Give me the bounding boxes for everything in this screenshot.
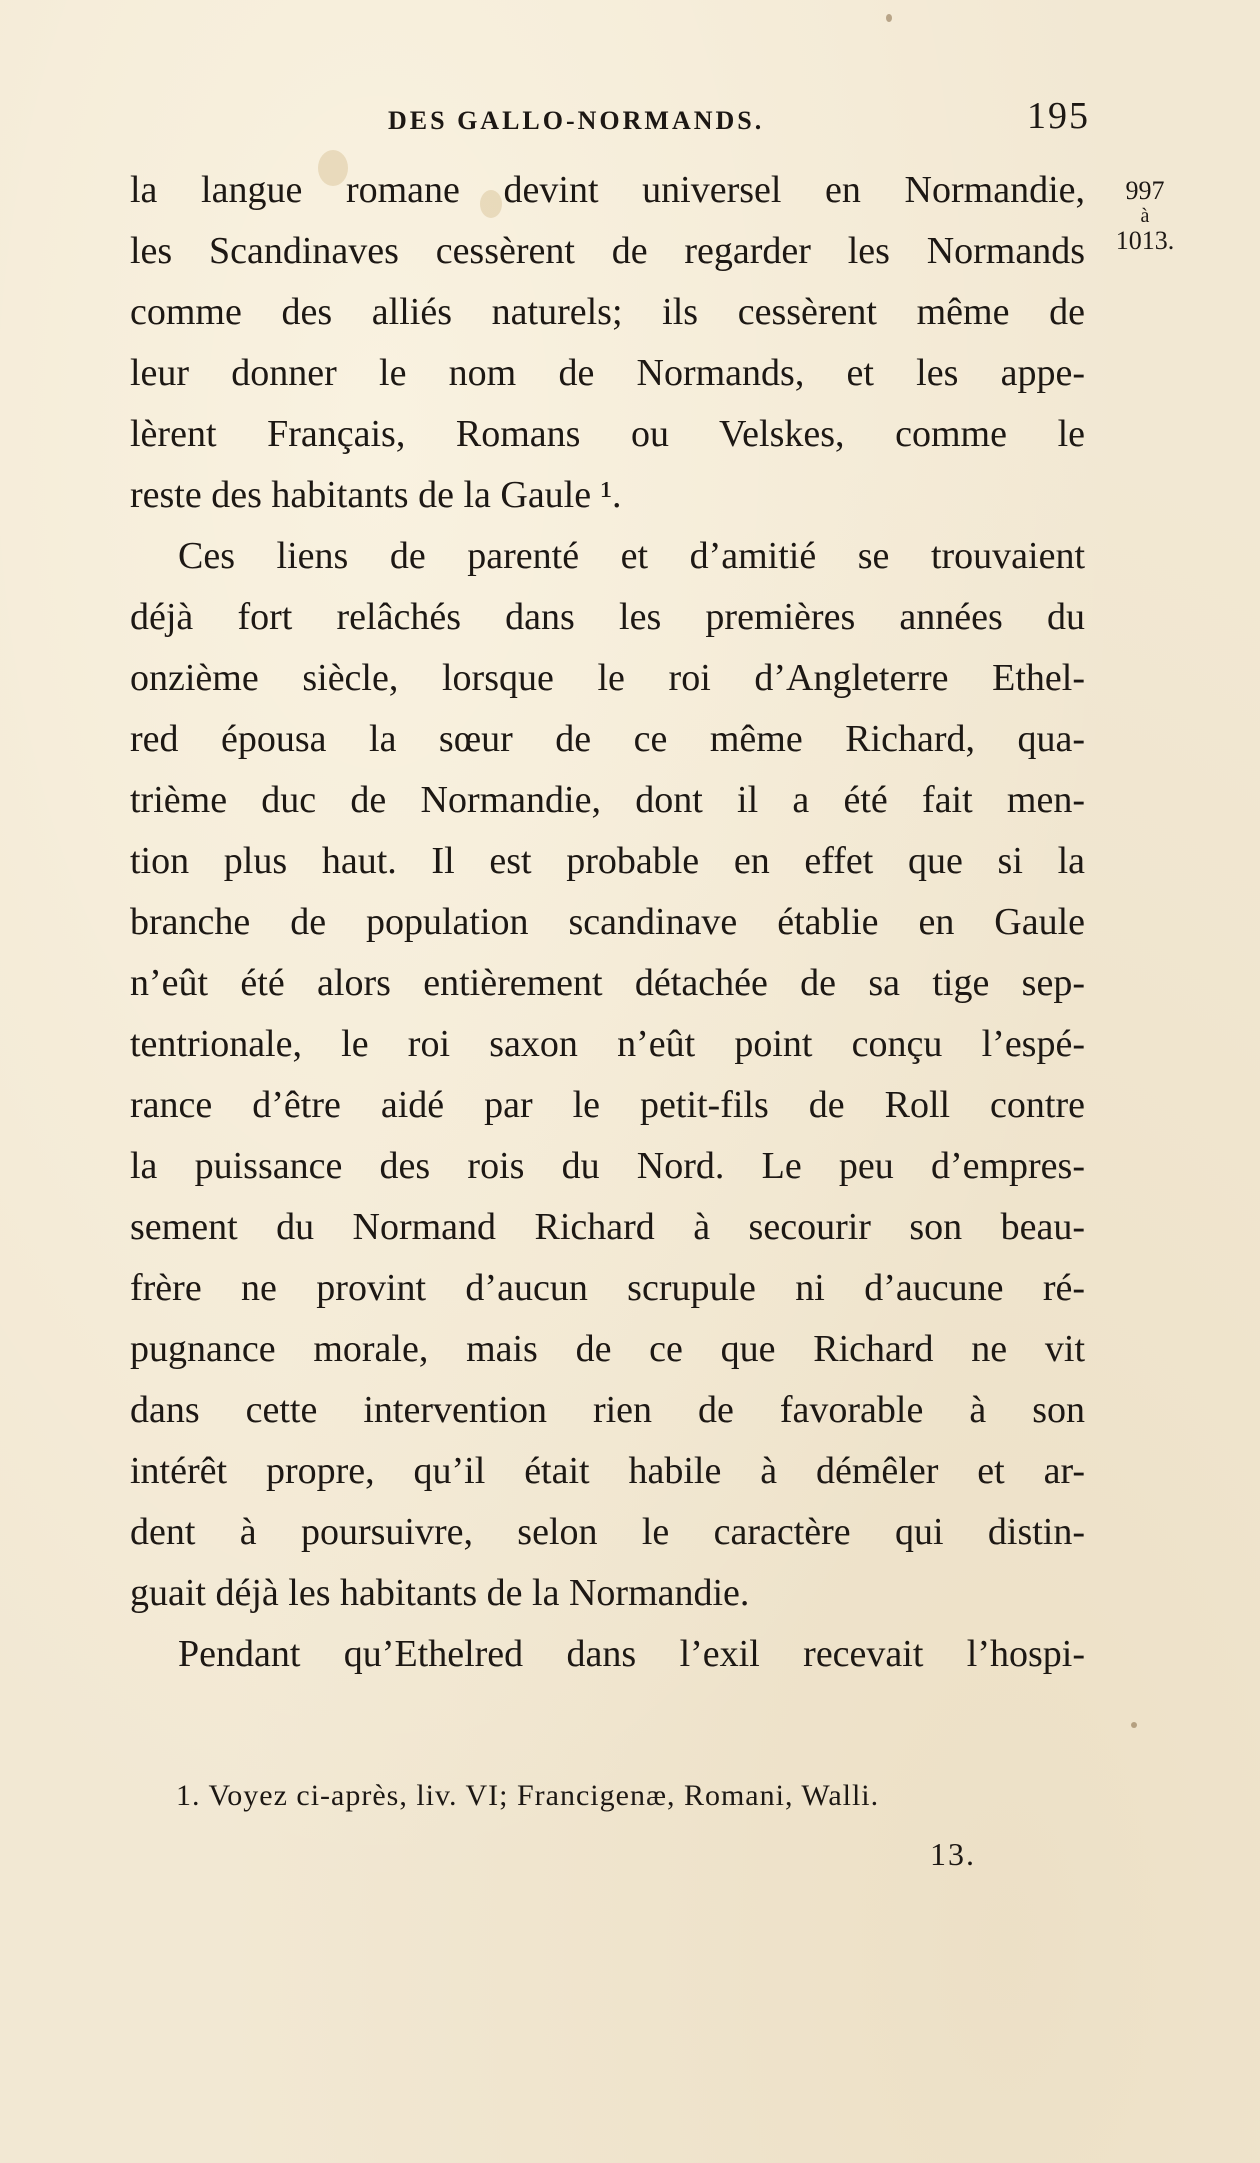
paper-speck [1131,1722,1137,1728]
text-line: Pendant qu’Ethelred dans l’exil recevait l’hospi- [178,1633,1085,1675]
text-line: tion plus haut. Il est probable en effet que si la [130,840,1085,882]
text-line: lèrent Français, Romans ou Velskes, comme le [130,413,1085,455]
text-line: comme des alliés naturels; ils cessèrent même de [130,291,1085,333]
text-line: tentrionale, le roi saxon n’eût point conçu l’espé- [130,1023,1085,1065]
text-line: n’eût été alors entièrement détachée de sa tige sep- [130,962,1085,1004]
text-line: les Scandinaves cessèrent de regarder les Normands [130,230,1085,272]
text-line: Ces liens de parenté et d’amitié se trouvaient [178,535,1085,577]
text-line: guait déjà les habitants de la Normandie. [130,1572,750,1614]
text-line: red épousa la sœur de ce même Richard, qua- [130,718,1085,760]
text-line: rance d’être aidé par le petit-fils de Roll contre [130,1084,1085,1126]
page-number: 195 [1027,95,1090,137]
text-line: onzième siècle, lorsque le roi d’Angleterre Ethel- [130,657,1085,699]
running-head [130,95,1090,150]
margin-date-start: 997 [1125,176,1165,205]
margin-date-end: 1013. [1115,226,1175,255]
margin-date-connector: à [1140,205,1150,227]
text-line: frère ne provint d’aucun scrupule ni d’aucune ré- [130,1267,1085,1309]
text-line: dans cette intervention rien de favorable à son [130,1389,1085,1431]
text-line: pugnance morale, mais de ce que Richard ne vit [130,1328,1085,1370]
text-line: la langue romane devint universel en Normandie, [130,169,1085,211]
running-head-title: DES GALLO-NORMANDS. [388,106,765,135]
text-line: leur donner le nom de Normands, et les appe- [130,352,1085,394]
footnote: 1. Voyez ci-après, liv. VI; Francigenæ, Romani, Walli. [176,1779,880,1812]
signature-mark: 13. [930,1836,976,1872]
text-line: trième duc de Normandie, dont il a été fait men- [130,779,1085,821]
text-line: reste des habitants de la Gaule ¹. [130,474,622,516]
body-text [130,160,1085,1685]
text-line: sement du Normand Richard à secourir son beau- [130,1206,1085,1248]
text-line: la puissance des rois du Nord. Le peu d’empres- [130,1145,1085,1187]
text-line: dent à poursuivre, selon le caractère qui distin- [130,1511,1085,1553]
text-line: déjà fort relâchés dans les premières années du [130,596,1085,638]
paper-speck [886,14,892,22]
text-line: branche de population scandinave établie en Gaule [130,901,1085,943]
text-line: intérêt propre, qu’il était habile à démêler et ar- [130,1450,1085,1492]
margin-date-range [1105,178,1185,254]
